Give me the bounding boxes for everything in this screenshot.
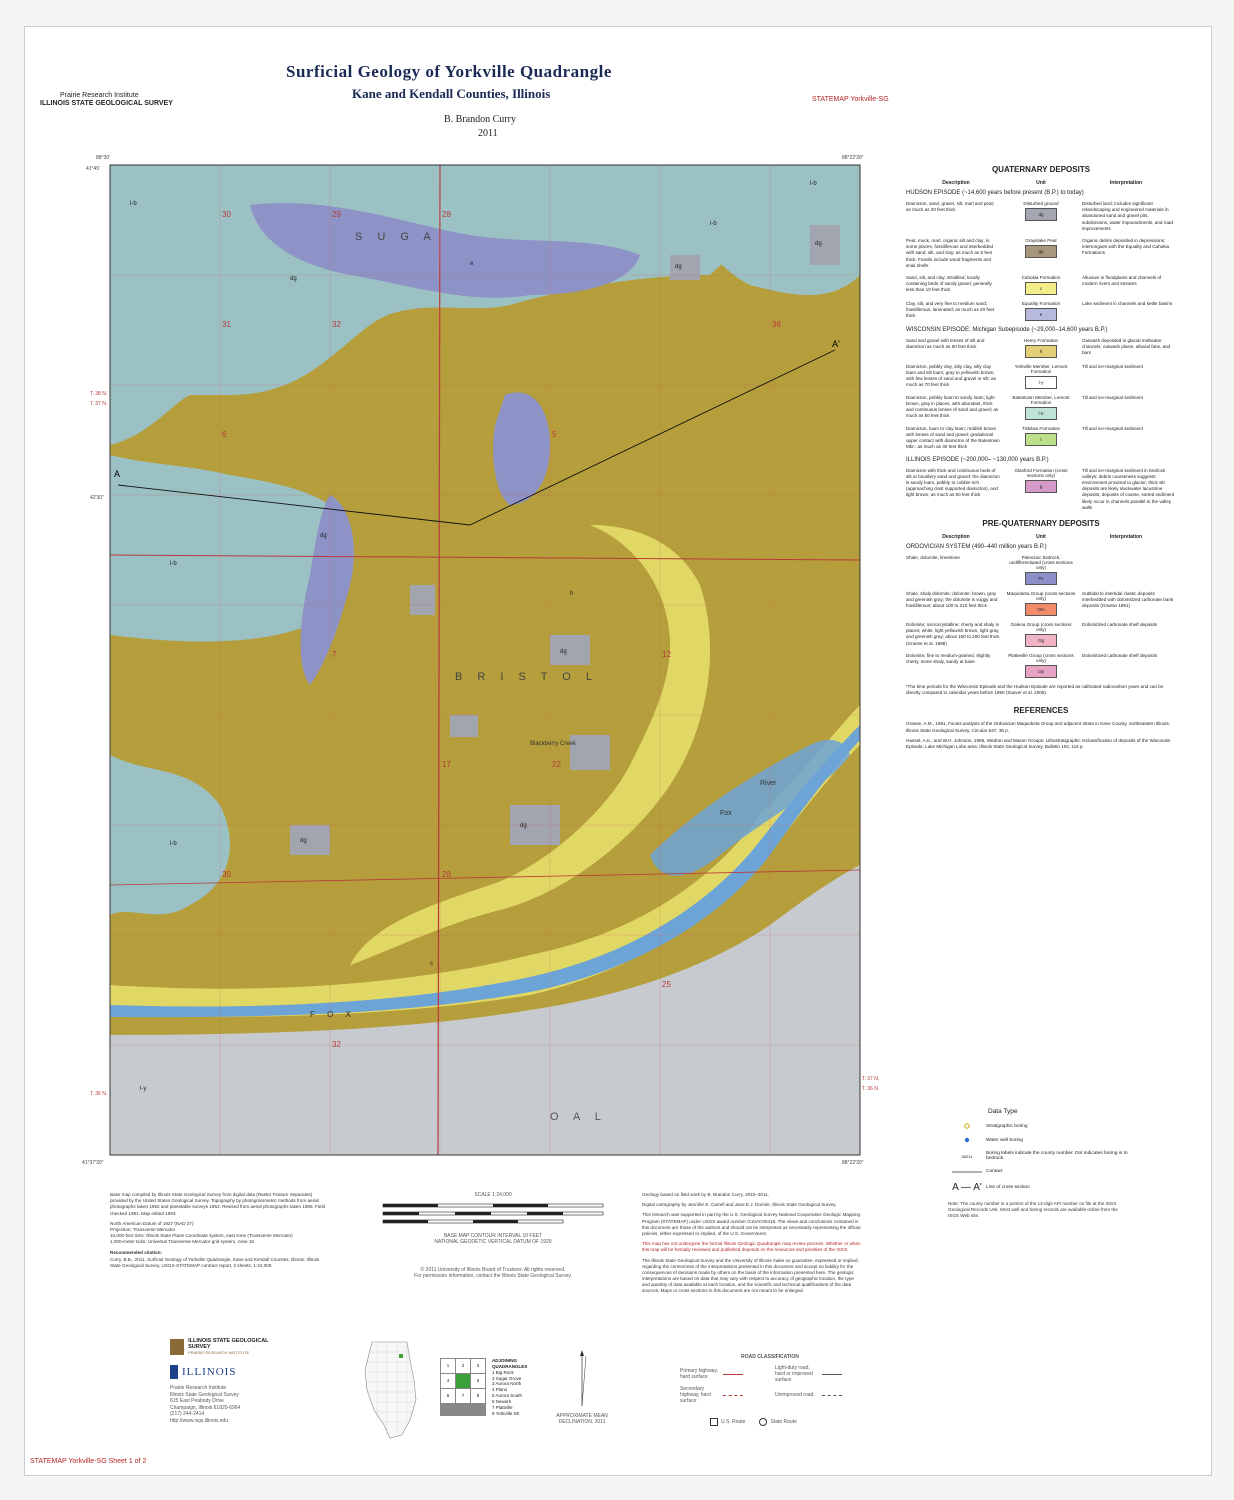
- section-number: 30: [222, 870, 231, 879]
- unit-interpretation: Outwash deposited in glacial meltwater channels, outwash plains, alluvial fans, and bars: [1082, 337, 1171, 356]
- strat-boring-label: Stratigraphic boring: [986, 1123, 1028, 1129]
- road-secondary-label: Secondary highway, hard surface: [680, 1386, 711, 1404]
- map-subtitle: Kane and Kendall Counties, Illinois: [352, 86, 551, 101]
- road-light-label: Light-duty road, hard or improved surface: [775, 1365, 813, 1383]
- section-number: 28: [442, 210, 451, 219]
- ordovician-system: ORDOVICIAN SYSTEM (490–440 million years B.P.): [906, 543, 1047, 550]
- unit-name: Batestown Member, Lemont Formation: [1012, 394, 1070, 405]
- road-unimproved-label: Unimproved road: [775, 1392, 814, 1398]
- section-number: 28: [442, 870, 451, 879]
- quad-location-marker: [399, 1354, 403, 1358]
- lat-mid: 42'30": [90, 495, 104, 501]
- unit-interpretation: Till and ice-marginal sediment: [1082, 363, 1143, 369]
- unit-label: dg: [300, 838, 307, 844]
- unit-cell: [1006, 468, 1076, 493]
- unit-description: Diamicton, loam to clay loam; reddish brown with lenses of sand and gravel; gradational upper contact with diamicton of the Batestown Mbr.; as much as 30 feet thick: [906, 425, 1000, 450]
- funding: This research was supported in part by the U.S. Geological Survey National Cooperative Geologic Mapping Program (STATEMAP) under USGS award number G10AC00418. The views and conclusions contained in this document are those of the authors and should not be interpreted as necessarily representing the official policies, either expressed or implied, of the U.S. Government.: [642, 1212, 861, 1236]
- place-fox: Fox: [720, 810, 732, 817]
- unit-description: Diamicton, pebbly loam to sandy loam; light brown, gray in places, with abundant, thick and continuous lenses of sand and gravel; as much as 50 feet thick: [906, 394, 999, 419]
- us-route: [710, 1418, 745, 1426]
- unit-name: Platteville Group (cross sections only): [1008, 652, 1074, 663]
- contour-interval: BASE MAP CONTOUR INTERVAL 10 FEET: [443, 1233, 543, 1239]
- base-map-notes: [110, 1192, 330, 1273]
- illinois-locator-map: [362, 1340, 422, 1440]
- col-description: Description: [942, 180, 970, 186]
- road-light: [775, 1365, 860, 1383]
- unit-label: dg: [675, 264, 682, 270]
- copyright: © 2011 University of Illinois Board of Trustees. All rights reserved.: [420, 1267, 566, 1273]
- road-light-symbol: [822, 1374, 842, 1375]
- data-type-note: Note: The county number is a portion of the 12-digit API number on file at the ISGS Geological Records Unit. Most well and boring records are available online from the ISGS Web site.: [948, 1201, 1118, 1219]
- legend-row: [906, 301, 1176, 321]
- illinois-wordmark: ILLINOIS: [182, 1366, 237, 1378]
- adjoining-item: 5 Aurora South: [492, 1393, 523, 1399]
- road-unimproved-symbol: [822, 1395, 842, 1396]
- adjoining-item: 6 Newark: [492, 1398, 512, 1404]
- legend-row: [906, 395, 1176, 420]
- section-number: 22: [552, 760, 561, 769]
- corner-top-right: 88°22'30": [842, 155, 864, 161]
- unit-swatch: gp: [1025, 245, 1057, 258]
- unit-name: Tiskilwa Formation: [1021, 425, 1061, 431]
- datum-text: North American Datum of 1927 (NAD 27) Projection: Transverse Mercator 10,000-foot ticks: Illinois State Plane Coordinate system, east zone (Transverse Mercator) 1,000-meter ticks: Universal Transverse Mercator grid system, zone 16: [110, 1220, 293, 1245]
- pre-quaternary-title: PRE-QUATERNARY DEPOSITS: [982, 518, 1100, 528]
- state-route: [759, 1418, 796, 1426]
- section-number: 7: [332, 650, 337, 659]
- contact-label: Contact: [986, 1169, 1003, 1174]
- col-unit: Unit: [1036, 533, 1046, 540]
- adjoining-list: [492, 1358, 542, 1416]
- corner-bottom-left: 41°37'30": [82, 1160, 104, 1166]
- section-line-icon: A — A': [952, 1182, 982, 1193]
- adj-cell: 3: [471, 1359, 485, 1373]
- section-number: 31: [222, 320, 231, 329]
- unit-interpretation: Till and ice-marginal sediment in bedrock valleys; debris coarseness suggests environment proximal to glacier; thick silt deposits are likely slackwater lacustrine deposits; deposits of coarse, sorted sediment likely occur in channels parallel to the valley walls: [1082, 467, 1175, 510]
- unit-description: Diamicton with thick and continuous beds of silt or bouldery sand and gravel; the diamicton is sandy loam, pebbly to cobble-rich (approaching clast supported diamicton), and light brown; as much as 50 feet thick: [906, 467, 1000, 498]
- adjoining-item: 3 Aurora North: [492, 1381, 522, 1387]
- unit-swatch: dg: [1025, 208, 1057, 221]
- unit-interpretation: Alluvium in floodplains and channels of modern rivers and streams: [1082, 274, 1162, 287]
- unit-label: l-b: [710, 221, 717, 227]
- data-type-row: [948, 1182, 1188, 1193]
- section-number: 36: [772, 320, 781, 329]
- unit-name: Maquoketa Group (cross sections only): [1006, 590, 1076, 601]
- legend-columns-pre: [906, 534, 1176, 540]
- adj-cell: 8: [471, 1389, 485, 1403]
- references: [906, 721, 1176, 750]
- adj-cell: 4: [441, 1374, 455, 1388]
- unit-swatch: Pz: [1025, 572, 1057, 585]
- section-number: 29: [332, 210, 341, 219]
- declination-label: APPROXIMATE MEAN DECLINATION, 2011: [556, 1413, 608, 1425]
- pri-logo-text: PRAIRIE RESEARCH INSTITUTE: [188, 1350, 250, 1355]
- road-unimproved: [775, 1386, 860, 1404]
- unit-swatch: Op: [1025, 665, 1057, 678]
- unit-cell: [1006, 555, 1076, 585]
- unit-name: Henry Formation: [1023, 337, 1059, 343]
- legend-row: [906, 426, 1176, 451]
- data-type-row: [948, 1123, 1188, 1129]
- permission: For permission information, contact the Illinois State Geological Survey.: [414, 1273, 572, 1279]
- hudson-episode: HUDSON EPISODE (~14,600 years before present (B.P.) to today): [906, 190, 1084, 196]
- data-type-row: [948, 1169, 1188, 1174]
- unit-swatch: l-b: [1025, 407, 1057, 420]
- unit-label: e: [470, 261, 474, 267]
- unit-cell: [1006, 395, 1076, 420]
- unit-name: Paleozoic bedrock, undifferentiated (cross sections only): [1009, 554, 1073, 570]
- adjoining-title: ADJOINING QUADRANGLES: [492, 1358, 528, 1369]
- place-bristol: B R I S T O L: [455, 671, 599, 683]
- section-number: 32: [332, 320, 341, 329]
- route-shields: [710, 1418, 860, 1426]
- corner-top-left: 88°30': [96, 155, 111, 161]
- boring-label-note: Boring labels indicate the county number. Dot indicates boring is to bedrock.: [986, 1151, 1128, 1161]
- address: Prairie Research Institute Illinois State Geological Survey 615 East Peabody Drive Champaign, Illinois 61820-6964 (217) 244-2414 http://www.isgs.illinois.edu: [170, 1385, 241, 1424]
- unit-label: l-b: [170, 841, 177, 847]
- illinois-i-icon: [170, 1365, 178, 1379]
- unit-description: Diamicton, sand, gravel, silt, marl and peat; as much as 20 feet thick: [906, 201, 995, 213]
- unit-name: Cahokia Formation: [1021, 274, 1061, 280]
- unit-description: Dolomite; fine to medium-grained, slightly cherty, some shaly, sandy at base: [906, 652, 991, 665]
- state-route-label: State Route: [770, 1419, 797, 1425]
- section-number: 6: [222, 430, 227, 439]
- declination-block: [552, 1348, 612, 1425]
- adjoining-quadrangles: [440, 1358, 542, 1416]
- adjoining-item: 8 Yorkville SE: [492, 1410, 520, 1416]
- unit-description: Diamicton, pebbly clay, silty clay, silty clay loam and silt loam; gray to yellowish brown; with few lenses of sand and gravel or silt; as much as 70 feet thick: [906, 363, 996, 388]
- unit-interpretation: Lake sediment in channels and kettle basins: [1082, 300, 1173, 306]
- north-arrow-icon: [567, 1348, 597, 1408]
- cartography: Digital cartography by Jennifer E. Carrell and Jane E.J. Domier, Illinois State Geological Survey.: [642, 1202, 837, 1208]
- unit-swatch: l-y: [1025, 376, 1057, 389]
- unit-label: l-b: [130, 201, 137, 207]
- section-number: 5: [552, 430, 557, 439]
- unit-cell: [1006, 338, 1076, 358]
- unit-swatch: t: [1025, 433, 1057, 446]
- township-label: T. 38 N.: [90, 391, 108, 397]
- unit-name: Yorkville Member, Lemont Formation: [1014, 363, 1068, 374]
- unit-interpretation: Till and ice-marginal sediment: [1082, 425, 1143, 431]
- road-class-grid: [680, 1365, 860, 1404]
- unit-interpretation: Disturbed land; includes significant relandscaping and engineered materials in abandoned sand and gravel pits, subdivisions, water impoundments, and road improvements: [1082, 201, 1173, 231]
- unit-description: Sand and gravel with lenses of silt and diamicton as much as 50 feet thick: [906, 337, 985, 350]
- unit-label: dg: [290, 276, 297, 282]
- legend-row: [906, 591, 1176, 616]
- citation-text: Curry, B.B., 2011, Surficial Geology of Yorkville Quadrangle, Kane and Kendall Counties, Illinois: Illinois State Geological Survey, USGS-STATEMAP contract report, 2 sheets, 1:24,000.: [110, 1256, 320, 1268]
- contact-icon: [948, 1170, 986, 1174]
- author: B. Brandon Curry: [444, 114, 516, 125]
- isgs-logo-text: ILLINOIS STATE GEOLOGICAL SURVEY: [188, 1338, 269, 1350]
- adjoining-grid: [440, 1358, 486, 1416]
- adjoining-item: 7 Plattville: [492, 1404, 513, 1410]
- adj-cell: 7: [456, 1389, 470, 1403]
- unit-cell: [1006, 364, 1076, 389]
- township-label: T. 37 N.: [862, 1076, 880, 1082]
- legend-row: [906, 653, 1176, 678]
- unit-swatch: h: [1025, 345, 1057, 358]
- hillshade-texture: [110, 165, 860, 1155]
- legend-row: [906, 238, 1176, 269]
- unit-cell: [1006, 275, 1076, 295]
- section-label-a: A: [114, 469, 121, 479]
- unit-label: dg: [560, 649, 567, 655]
- road-secondary: [680, 1386, 765, 1404]
- road-primary: [680, 1365, 765, 1383]
- unit-name: Grayslake Peat: [1025, 237, 1057, 243]
- reference: Graese, A.M., 1991, Facies analysis of the Ordovician Maquoketa Group and adjacent strata in Kane County, northeastern Illinois: Illinois State Geological Survey, Circular 547, 36 p.: [906, 721, 1170, 733]
- isgs-logo-icon: [170, 1339, 184, 1355]
- place-river: River: [760, 780, 777, 787]
- legend-row: [906, 364, 1176, 389]
- unit-name: Galena Group (cross sections only): [1010, 621, 1072, 632]
- section-number: 25: [662, 980, 671, 989]
- township-label: T. 36 N.: [90, 1091, 108, 1097]
- adj-cell: 5: [471, 1374, 485, 1388]
- strat-boring-icon: [948, 1123, 986, 1129]
- data-type-row: [948, 1151, 1188, 1161]
- legend-row: [906, 201, 1176, 232]
- legend-columns: [906, 180, 1176, 186]
- township-label: T. 37 N.: [90, 401, 108, 407]
- col-unit: Unit: [1036, 180, 1046, 186]
- legend-row: [906, 338, 1176, 358]
- place-blackberry-creek: Blackberry Creek: [530, 741, 577, 747]
- legend-footnote: ¹The time periods for the Wisconsin Episode and the Hudson Episode are reported as calibrated radiocarbon years and can be directly compared to calendar years before 1950 (Stuiver et al. 2005).: [906, 683, 1164, 696]
- unit-interpretation: Till and ice-marginal sediment: [1082, 394, 1143, 400]
- unit-swatch: e: [1025, 308, 1057, 321]
- unit-description: Peat, muck, marl, organic silt and clay; in some places, fossiliferous and interbedded with sand, silt, and clay; as much as 5 feet thick. Fossils include wood fragments and snail shells: [906, 237, 994, 268]
- data-type-legend: [948, 1108, 1188, 1220]
- road-secondary-symbol: [723, 1395, 743, 1396]
- sheet-footer: STATEMAP Yorkville-SG Sheet 1 of 2: [30, 1458, 147, 1465]
- adjoining-item: 4 Plano: [492, 1387, 508, 1393]
- illinois-episode: ILLINOIS EPISODE (~200,000– ~130,000 years B.P.): [906, 456, 1049, 463]
- us-route-label: U.S. Route: [721, 1419, 746, 1425]
- unit-label: dg: [320, 533, 327, 539]
- unit-cell: [1006, 201, 1076, 221]
- scale-bar: [378, 1198, 608, 1228]
- unit-label: c: [430, 961, 433, 967]
- unit-swatch: c: [1025, 282, 1057, 295]
- review-note: This map has not undergone the formal Illinois Geologic Quadrangle map review process. Whether or when this map will be formally reviewed and published depends on the resources and priorities of the ISGS.: [642, 1241, 861, 1253]
- legend-title: QUATERNARY DEPOSITS: [991, 165, 1091, 174]
- unit-label: dg: [520, 823, 527, 829]
- unit-description: Sand, silt, and clay; stratified; locally containing beds of sandy gravel; generally less than 10 feet thick: [906, 274, 992, 293]
- geology-by: Geology based on field work by B. Brandon Curry, 2010–2011.: [642, 1192, 770, 1197]
- adj-cell: 6: [441, 1389, 455, 1403]
- org-line-2: ILLINOIS STATE GEOLOGICAL SURVEY: [40, 100, 173, 107]
- wisconsin-episode: WISCONSIN EPISODE: Michigan Subepisode (~29,000–14,600 years B.P.): [906, 326, 1108, 333]
- scale-label: SCALE 1:24,000: [474, 1192, 512, 1198]
- unit-name: Equality Formation: [1021, 300, 1061, 306]
- adj-cell: 1: [441, 1359, 455, 1373]
- section-number: 17: [442, 760, 451, 769]
- legend-row: [906, 622, 1176, 647]
- section-label-a-prime: A': [832, 339, 840, 349]
- unit-description: Dolomite; microcrystalline; cherty and shaly in places; white, light yellowish brown, light gray, and greenish gray; about 160 to 200 feet thick (Graese et al. 1988): [906, 621, 1000, 646]
- unit-swatch: g: [1025, 480, 1057, 493]
- unit-label: l-b: [170, 561, 177, 567]
- section-number: 12: [662, 650, 671, 659]
- road-primary-label: Primary highway, hard surface: [680, 1368, 718, 1380]
- road-class-title: ROAD CLASSIFICATION: [741, 1354, 799, 1360]
- col-interpretation: Interpretation: [1109, 180, 1143, 186]
- unit-interpretation: Organic debris deposited in depressions; intertongues with the Equality and Cahokia Formations: [1082, 237, 1170, 256]
- isgs-logo: [170, 1338, 280, 1424]
- disclaimer: The Illinois State Geological Survey and the University of Illinois make no guarantee, expressed or implied, regarding the correctness of the interpretations presented in this document and accept no liability for the consequences of decisions made by others on the basis of the information presented here. The geologic interpretations are based on data that may vary with respect to accuracy of geographic location, the type and quantity of data available at each location, and the scientific and technical qualifications of the data sources. Maps or cross sections in this document are not meant to be enlarged.: [642, 1257, 859, 1294]
- unit-cell: [1006, 426, 1076, 446]
- water-well-label: Water well boring: [986, 1137, 1023, 1143]
- unit-name: Disturbed ground: [1023, 201, 1059, 206]
- section-line-label: Line of cross section: [986, 1185, 1030, 1190]
- township-label: T. 36 N.: [862, 1086, 880, 1092]
- credits: [642, 1192, 862, 1299]
- unit-cell: [1006, 653, 1076, 678]
- boring-label-icon: [948, 1154, 986, 1159]
- data-type-row: [948, 1137, 1188, 1143]
- adj-cell: 2: [456, 1359, 470, 1373]
- scale-block: [368, 1192, 618, 1279]
- unit-swatch: Og: [1025, 634, 1057, 647]
- data-type-title: Data Type: [988, 1108, 1018, 1115]
- legend: [906, 165, 1176, 754]
- adj-cell-current: [456, 1374, 470, 1388]
- adjoining-item: 2 Sugar Grove: [492, 1375, 522, 1381]
- road-primary-symbol: [723, 1374, 743, 1375]
- unit-interpretation: Dolomitized carbonate shelf deposits: [1082, 621, 1158, 627]
- water-well-icon: [948, 1137, 986, 1143]
- state-route-icon: [759, 1418, 767, 1426]
- legend-row: [906, 275, 1176, 295]
- citation-label: Recommended citation:: [110, 1249, 163, 1255]
- references-title: REFERENCES: [1013, 706, 1069, 716]
- year: 2011: [478, 128, 498, 139]
- unit-interpretation: Subtidal to intertidal clastic deposits interbedded with dolomitized carbonate bank deposits (Graese 1991): [1082, 590, 1174, 609]
- place-sugar-grove: S U G A: [355, 231, 437, 243]
- legend-row: [906, 555, 1176, 585]
- unit-description: Shale, dolomite, limestone: [906, 554, 960, 560]
- adjoining-item: 1 Big Rock: [492, 1369, 514, 1375]
- unit-swatch: Om: [1025, 603, 1057, 616]
- unit-cell: [1006, 622, 1076, 647]
- place-fox-river: F O X: [310, 1010, 356, 1019]
- unit-cell: [1006, 591, 1076, 616]
- corner-bottom-right: 88°22'30": [842, 1160, 864, 1166]
- section-number: 32: [332, 1040, 341, 1049]
- lat-top: 41°45': [86, 166, 101, 172]
- vertical-datum: NATIONAL GEODETIC VERTICAL DATUM OF 1929: [434, 1239, 552, 1245]
- unit-cell: [1006, 238, 1076, 258]
- reference: Hansel, A.K., and W.H. Johnson, 1996, Wedron and Mason Groups: Lithostratigraphic reclassification of deposits of the Wisconsin Episode, Lake Michigan Lobe area: Illinois State Geological Survey, Bulletin 104, 116 p.: [906, 737, 1171, 749]
- unit-label: l-b: [810, 181, 817, 187]
- road-classification: [680, 1354, 860, 1426]
- col-description: Description: [942, 533, 970, 540]
- boring-label-id: 06211: [961, 1153, 973, 1159]
- org-line-1: Prairie Research Institute: [60, 92, 139, 99]
- unit-label: l-y: [140, 1086, 147, 1092]
- unit-interpretation: Dolomitized carbonate shelf deposits: [1082, 652, 1158, 658]
- col-interpretation: Interpretation: [1109, 533, 1143, 540]
- map-title: Surficial Geology of Yorkville Quadrangle: [286, 62, 612, 81]
- unit-name: Glasford Formation (cross sections only): [1014, 467, 1068, 478]
- unit-label: h: [570, 591, 574, 597]
- unit-label: dg: [815, 241, 822, 247]
- us-route-icon: [710, 1418, 718, 1426]
- base-map-text: Base map compiled by Illinois State Geological Survey from digital data (Raster Feature Separates) provided by the United States Geological Survey. Topography by photogrammetric methods from aerial photographs taken 1952 and planetable surveys 1953. Revised from aerial photographs taken 1988. Field checked 1991. Map edited 1993.: [110, 1192, 326, 1216]
- legend-row: [906, 468, 1176, 511]
- statemap-label: STATEMAP Yorkville-SG: [812, 96, 889, 103]
- unit-description: Shale, shaly dolomite; dolomite: brown, gray and greenish gray; the dolomite is vuggy and fossiliferous; about 100 to 210 feet thick: [906, 590, 998, 609]
- place-oal: O A L: [550, 1111, 607, 1123]
- unit-cell: [1006, 301, 1076, 321]
- section-number: 30: [222, 210, 231, 219]
- unit-description: Clay, silt, and very fine to medium sand; fossiliferous, laminated; as much as 20 feet thick: [906, 300, 995, 319]
